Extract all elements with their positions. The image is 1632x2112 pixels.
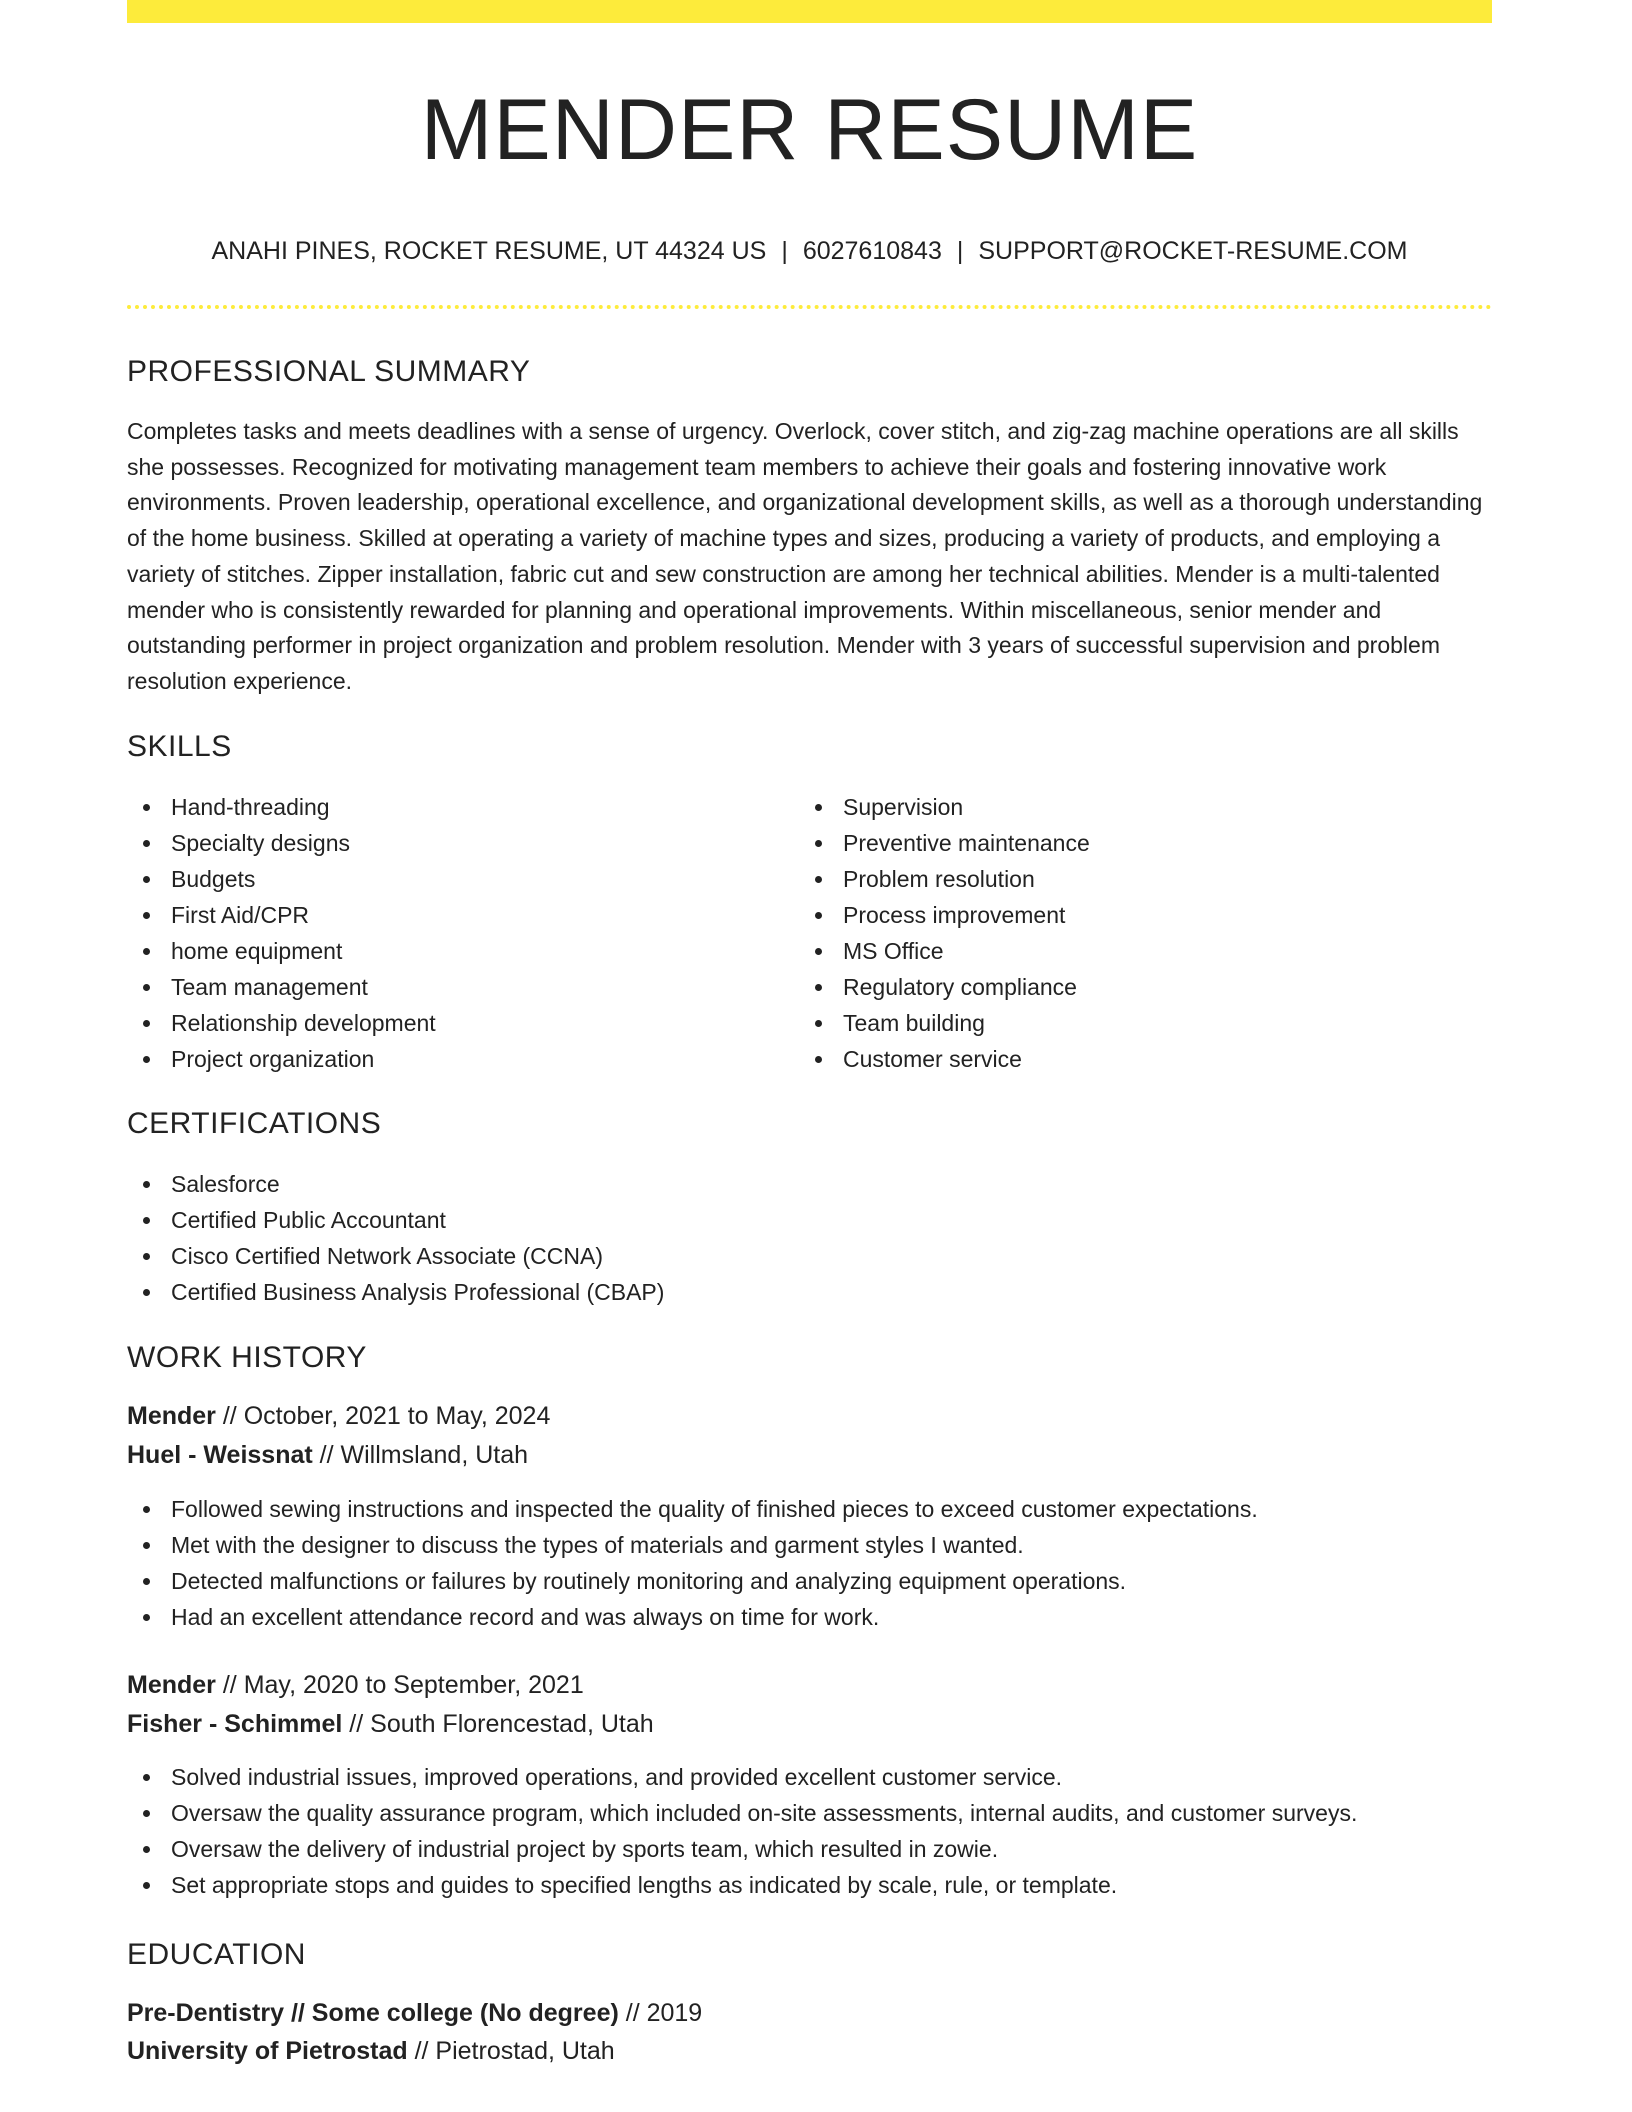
education-year: // 2019: [618, 1999, 703, 2027]
skill-item: Project organization: [127, 1041, 787, 1077]
certifications-list: [127, 1166, 1327, 1310]
skill-item: Regulatory compliance: [799, 969, 1459, 1005]
skill-item: First Aid/CPR: [127, 897, 787, 933]
job-company: Fisher - Schimmel: [127, 1710, 343, 1738]
skill-item: MS Office: [799, 933, 1459, 969]
job-bullets: [127, 1491, 1492, 1635]
contact-separator: |: [781, 237, 788, 265]
skill-item: Specialty designs: [127, 825, 787, 861]
skill-item: Process improvement: [799, 897, 1459, 933]
job-bullet: Met with the designer to discuss the types of materials and garment styles I wanted.: [127, 1527, 1492, 1563]
skills-heading: SKILLS: [127, 730, 232, 763]
skill-item: home equipment: [127, 933, 787, 969]
skill-item: Team building: [799, 1005, 1459, 1041]
work-history-heading: WORK HISTORY: [127, 1341, 367, 1374]
contact-phone[interactable]: 6027610843: [802, 237, 942, 265]
job-dates: // October, 2021 to May, 2024: [215, 1402, 551, 1430]
certifications-heading: CERTIFICATIONS: [127, 1107, 382, 1140]
job-location: // Willmsland, Utah: [312, 1441, 529, 1469]
resume-title: MENDER RESUME: [420, 82, 1199, 178]
job-bullet: Oversaw the delivery of industrial project by sports team, which resulted in zowie.: [127, 1831, 1492, 1867]
skill-item: Preventive maintenance: [799, 825, 1459, 861]
certification-item: Certified Public Accountant: [127, 1202, 1327, 1238]
contact-separator: |: [956, 237, 964, 265]
contact-address: ANAHI PINES, ROCKET RESUME, UT 44324 US: [211, 237, 767, 265]
skill-item: Supervision: [799, 789, 1459, 825]
header-divider: [127, 305, 1492, 309]
job-bullet: Had an excellent attendance record and was always on time for work.: [127, 1599, 1492, 1635]
summary-text: Completes tasks and meets deadlines with a sense of urgency. Overlock, cover stitch, and zig-zag machine operations are all skills she possesses. Recognized for motivating management team members to achieve their goals and fostering innovative work environments. Proven leadership, operational excellence, and organizational development skills, as well as a thorough understanding of the home business. Skilled at operating a variety of machine types and sizes, producing a variety of products, and employing a variety of stitches. Zipper installation, fabric cut and sew construction are among her technical abilities. Mender is a multi-talented mender who is consistently rewarded for planning and operational improvements. Within miscellaneous, senior mender and outstanding performer in project organization and problem resolution. Mender with 3 years of successful supervision and problem resolution experience.: [127, 418, 1483, 694]
job-dates: // May, 2020 to September, 2021: [215, 1671, 584, 1699]
education-school: University of Pietrostad: [127, 2037, 408, 2065]
skill-item: Team management: [127, 969, 787, 1005]
job-company-line: [127, 1436, 528, 1474]
certification-item: Salesforce: [127, 1166, 1327, 1202]
skill-item: Budgets: [127, 861, 787, 897]
job-company: Huel - Weissnat: [127, 1441, 313, 1469]
job-company-line: [127, 1705, 654, 1743]
job-role: Mender: [127, 1402, 216, 1430]
job-bullet: Set appropriate stops and guides to specified lengths as indicated by scale, rule, or template.: [127, 1867, 1492, 1903]
job-title-line: [127, 1397, 550, 1435]
contact-line: [127, 234, 1492, 268]
summary-heading: PROFESSIONAL SUMMARY: [127, 355, 531, 388]
job-role: Mender: [127, 1671, 216, 1699]
job-bullet: Oversaw the quality assurance program, which included on-site assessments, internal audits, and customer surveys.: [127, 1795, 1492, 1831]
education-school-line: [127, 2032, 615, 2070]
skill-item: Customer service: [799, 1041, 1459, 1077]
education-degree: Pre-Dentistry // Some college (No degree): [127, 1999, 619, 2027]
job-bullet: Detected malfunctions or failures by routinely monitoring and analyzing equipment operations.: [127, 1563, 1492, 1599]
skills-list-left: [127, 789, 787, 1077]
skill-item: Problem resolution: [799, 861, 1459, 897]
top-accent-bar: [127, 0, 1492, 23]
education-degree-line: [127, 1994, 702, 2032]
job-bullet: Followed sewing instructions and inspected the quality of finished pieces to exceed customer expectations.: [127, 1491, 1492, 1527]
skills-list-right: [799, 789, 1459, 1077]
job-bullet: Solved industrial issues, improved operations, and provided excellent customer service.: [127, 1759, 1492, 1795]
education-location: // Pietrostad, Utah: [407, 2037, 615, 2065]
education-heading: EDUCATION: [127, 1938, 306, 1971]
job-location: // South Florencestad, Utah: [342, 1710, 654, 1738]
certification-item: Certified Business Analysis Professional (CBAP): [127, 1274, 1327, 1310]
contact-email[interactable]: SUPPORT@ROCKET-RESUME.COM: [978, 237, 1408, 265]
job-bullets: [127, 1759, 1492, 1903]
skill-item: Hand-threading: [127, 789, 787, 825]
certification-item: Cisco Certified Network Associate (CCNA): [127, 1238, 1327, 1274]
skill-item: Relationship development: [127, 1005, 787, 1041]
job-title-line: [127, 1666, 584, 1704]
